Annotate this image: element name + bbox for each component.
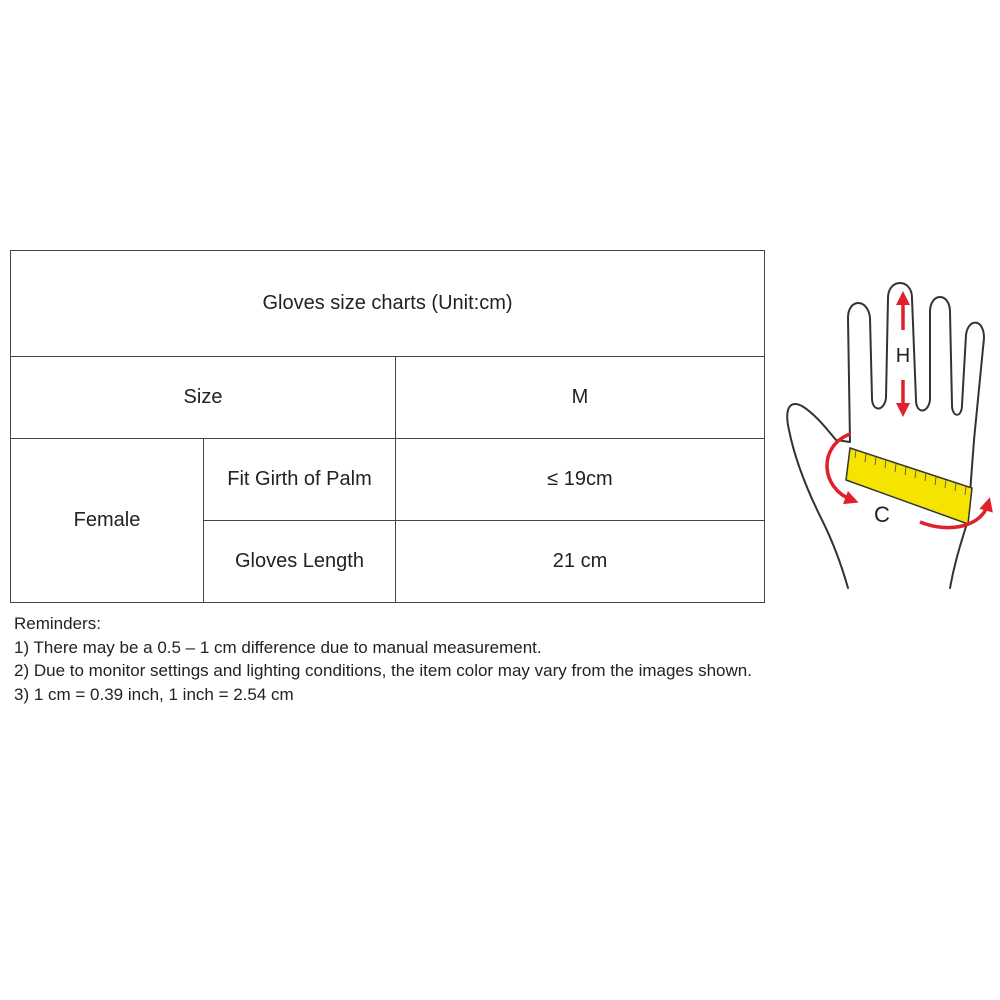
hand-outline-icon (787, 283, 984, 588)
measuring-tape-icon (846, 448, 972, 524)
size-chart-table (10, 250, 765, 603)
girth-label: C (874, 502, 890, 527)
reminder-item: 2) Due to monitor settings and lighting conditions, the item color may vary from the images shown. (14, 661, 752, 680)
reminder-item: 3) 1 cm = 0.39 inch, 1 inch = 2.54 cm (14, 684, 294, 704)
height-label: H (895, 345, 911, 367)
hand-measurement-diagram (780, 278, 995, 590)
reminders-section (14, 612, 774, 706)
row-value-gloves-length: 21 cm (396, 521, 765, 603)
group-label-female: Female (11, 439, 204, 603)
reminder-item: 1) There may be a 0.5 – 1 cm difference due to manual measurement. (14, 637, 542, 657)
size-label: Size (11, 357, 396, 439)
size-value: M (396, 357, 765, 439)
row-label-gloves-length: Gloves Length (204, 521, 396, 603)
row-value-palm-girth: ≤ 19cm (396, 439, 765, 521)
reminders-heading: Reminders: (14, 614, 101, 633)
table-title: Gloves size charts (Unit:cm) (11, 251, 765, 357)
row-label-palm-girth: Fit Girth of Palm (204, 439, 396, 521)
